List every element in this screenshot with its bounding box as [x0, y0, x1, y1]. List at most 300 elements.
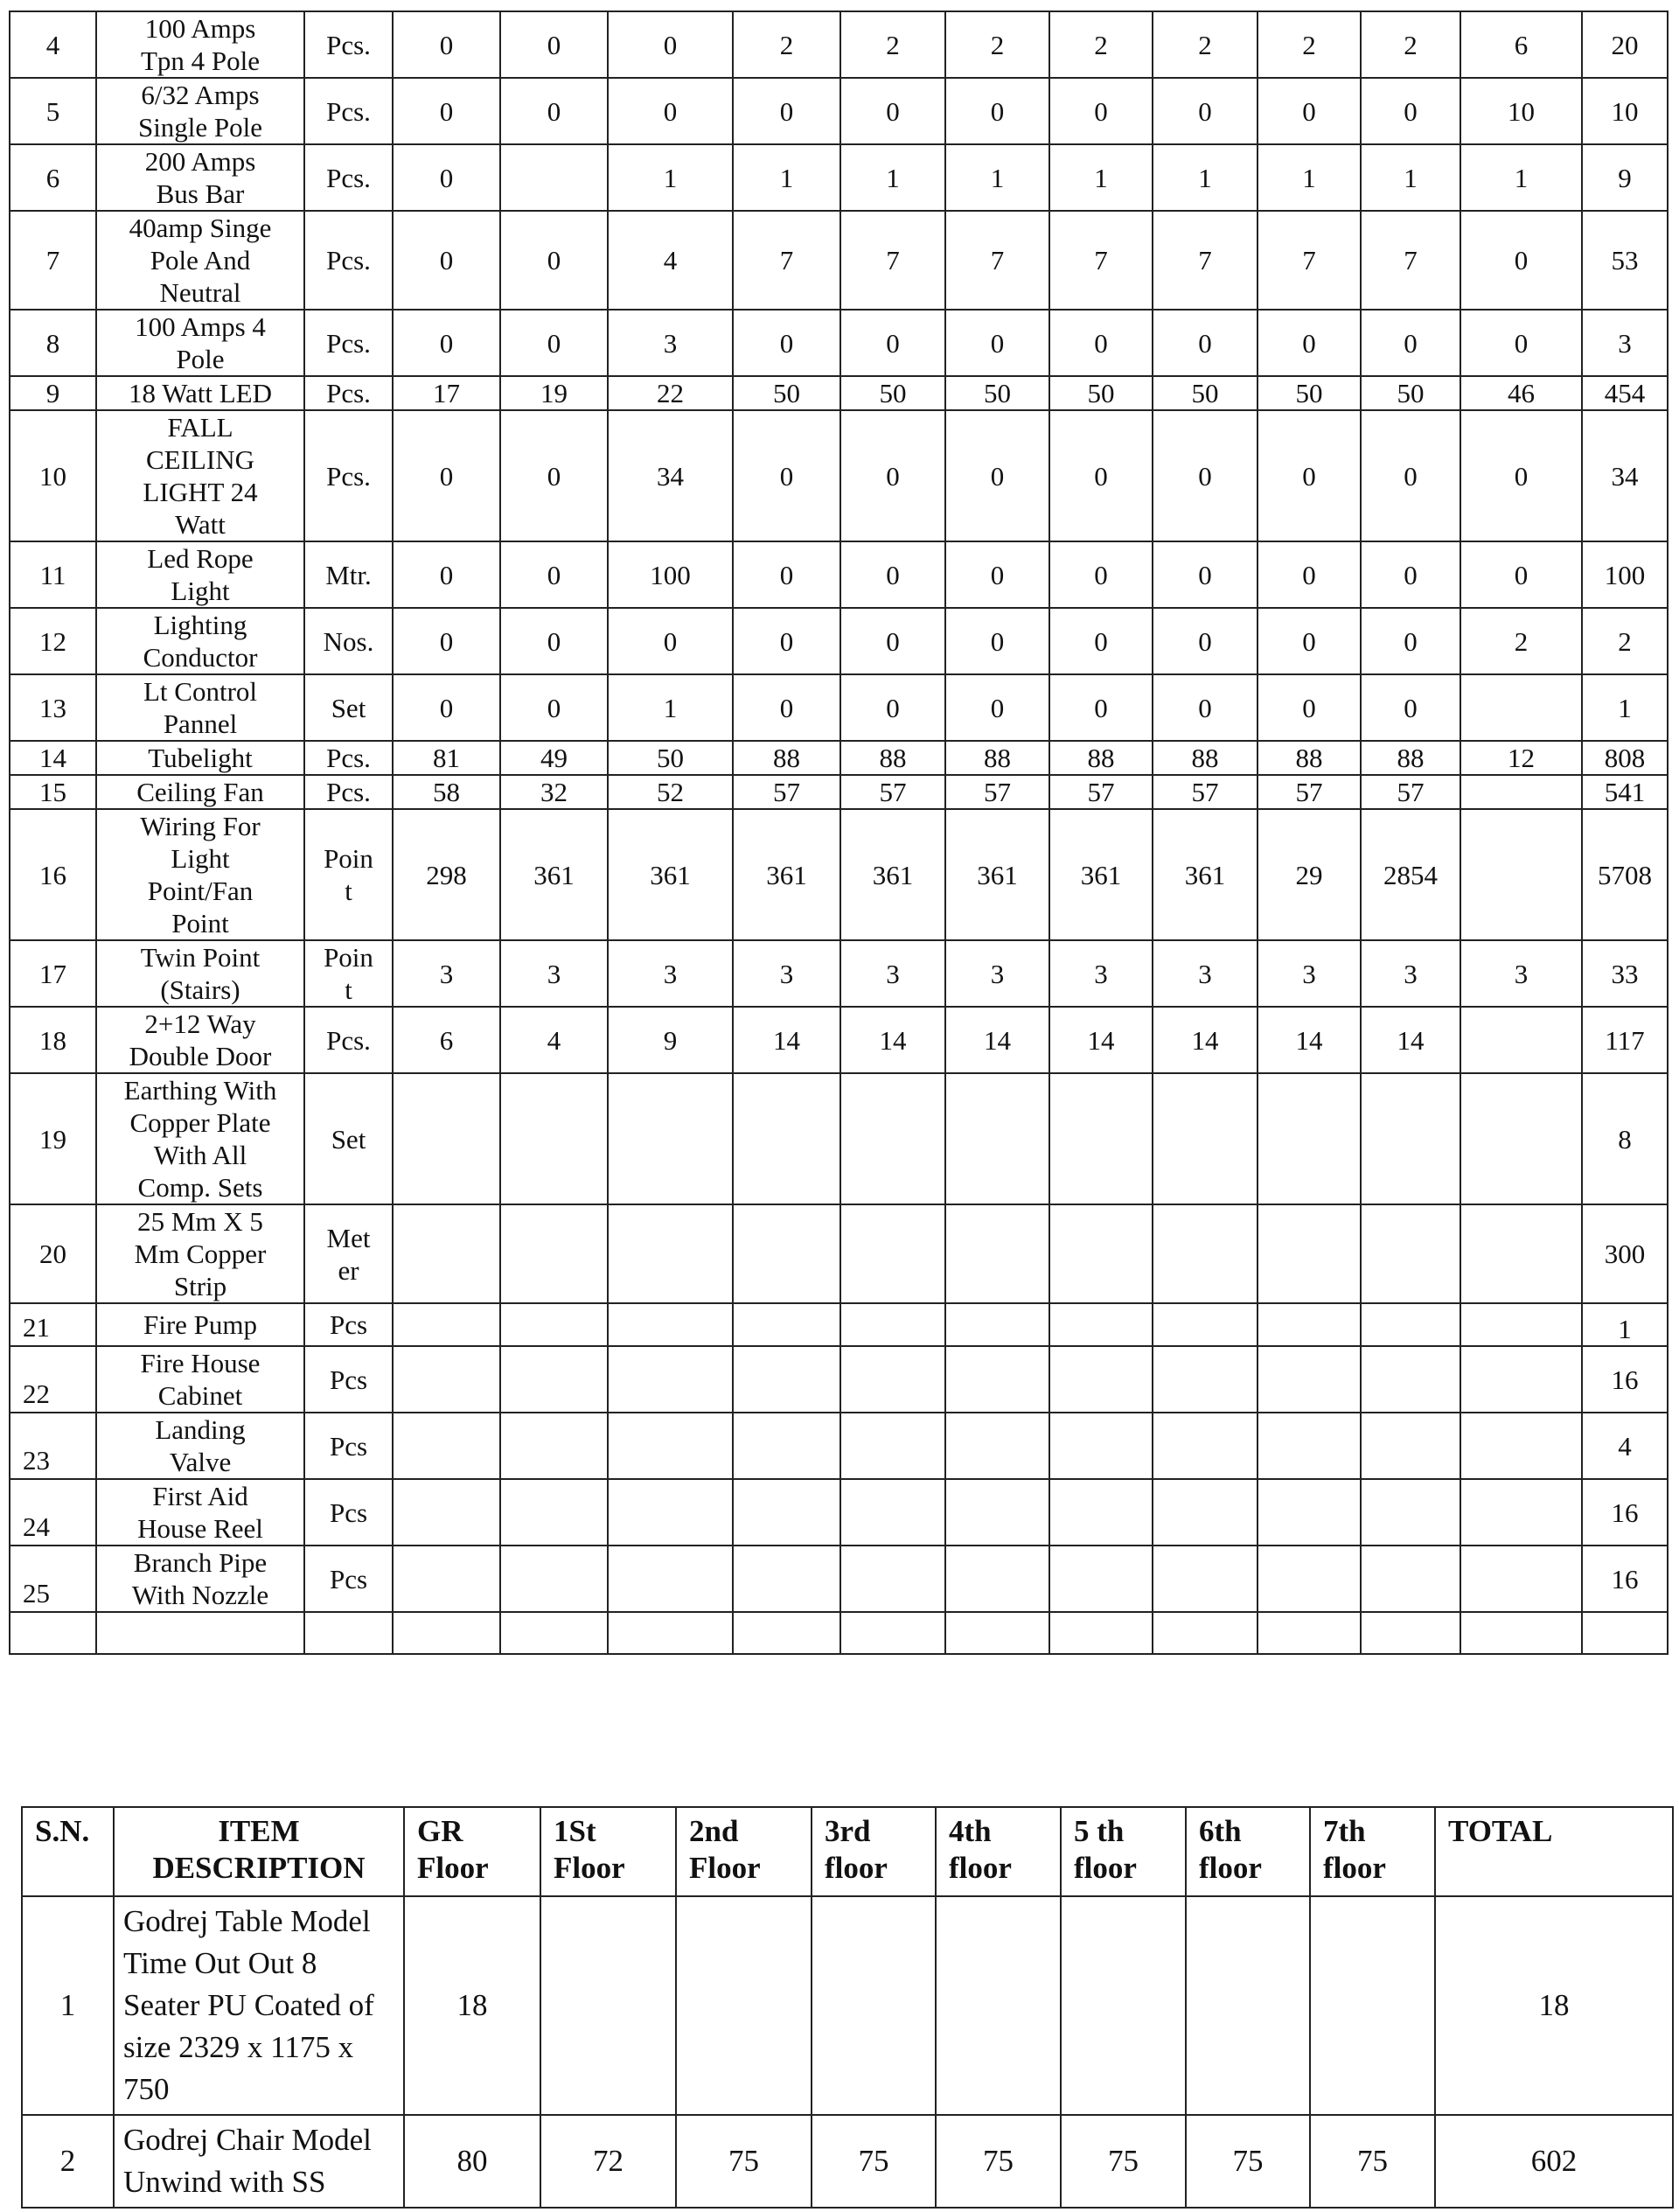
quantity-cell: 80: [404, 2115, 540, 2208]
quantity-cell: 57: [1361, 775, 1460, 809]
item-description-line: Fire House: [140, 1348, 261, 1378]
quantity-cell: [1361, 1303, 1460, 1346]
quantity-cell: 0: [393, 11, 500, 78]
column-header-line: DESCRIPTION: [152, 1851, 366, 1885]
quantity-cell: [840, 1479, 945, 1546]
unit-line: Pcs.: [326, 1024, 371, 1056]
item-description-cell: [96, 940, 304, 1007]
quantity-cell: [945, 1546, 1049, 1612]
quantity-cell: 3: [840, 940, 945, 1007]
quantity-cell: [500, 1612, 608, 1654]
unit-line: Pcs.: [326, 460, 371, 492]
quantity-cell: 3: [1049, 940, 1153, 1007]
quantity-cell: 75: [936, 2115, 1061, 2208]
quantity-cell: [1153, 1073, 1258, 1204]
quantity-cell: 1: [1460, 144, 1582, 211]
quantity-cell: 3: [608, 940, 733, 1007]
quantity-cell: [1460, 1007, 1582, 1073]
quantity-cell: [1049, 1204, 1153, 1303]
quantity-cell: [1049, 1612, 1153, 1654]
total-cell: 2: [1582, 608, 1668, 674]
item-description-line: With All: [153, 1140, 247, 1170]
quantity-cell: 361: [1153, 809, 1258, 940]
quantity-cell: [393, 1073, 500, 1204]
quantity-cell: [393, 1479, 500, 1546]
total-cell: 300: [1582, 1204, 1668, 1303]
item-description-line: Lt Control: [143, 676, 258, 707]
quantity-cell: 50: [945, 376, 1049, 410]
table-row: [10, 940, 1668, 1007]
quantity-cell: 0: [500, 310, 608, 376]
column-header-line: 4th: [949, 1814, 992, 1848]
quantity-cell: 0: [1153, 310, 1258, 376]
total-cell: 8: [1582, 1073, 1668, 1204]
quantity-cell: 3: [733, 940, 840, 1007]
quantity-cell: 0: [1153, 608, 1258, 674]
quantity-cell: 3: [1258, 940, 1361, 1007]
item-description-line: Branch Pipe: [133, 1547, 268, 1578]
quantity-cell: 50: [608, 741, 733, 775]
quantity-cell: 88: [733, 741, 840, 775]
item-description-line: Valve: [169, 1447, 232, 1477]
quantity-cell: [812, 1896, 936, 2115]
quantity-cell: [1258, 1546, 1361, 1612]
serial-number-cell: 19: [10, 1073, 96, 1204]
quantity-cell: 2: [1258, 11, 1361, 78]
quantity-cell: [608, 1204, 733, 1303]
quantity-cell: 0: [1361, 608, 1460, 674]
column-header-line: TOTAL: [1448, 1814, 1553, 1848]
item-description-cell: [96, 144, 304, 211]
quantity-cell: 75: [812, 2115, 936, 2208]
serial-number-cell: 21: [10, 1303, 96, 1346]
quantity-cell: 22: [608, 376, 733, 410]
quantity-cell: 19: [500, 376, 608, 410]
unit-cell: [304, 1303, 393, 1346]
item-description-cell: [96, 1346, 304, 1413]
quantity-cell: [840, 1303, 945, 1346]
quantity-cell: 29: [1258, 809, 1361, 940]
quantity-cell: [608, 1073, 733, 1204]
column-header-line: Floor: [554, 1851, 625, 1885]
quantity-cell: 14: [1153, 1007, 1258, 1073]
quantity-cell: 2: [1460, 608, 1582, 674]
quantity-cell: 58: [393, 775, 500, 809]
table-row: [10, 144, 1668, 211]
quantity-cell: [1460, 1204, 1582, 1303]
item-description-line: Light: [171, 843, 230, 874]
unit-line: Pcs.: [326, 95, 371, 127]
quantity-cell: [608, 1479, 733, 1546]
item-description-line: Pole And: [150, 245, 251, 276]
unit-line: Pcs: [329, 1364, 368, 1395]
quantity-cell: 50: [1361, 376, 1460, 410]
table-row: [10, 410, 1668, 541]
quantity-cell: [936, 1896, 1061, 2115]
total-cell: 16: [1582, 1346, 1668, 1413]
table-row: [10, 775, 1668, 809]
quantity-cell: 0: [733, 410, 840, 541]
item-description-line: Godrej Table Model: [123, 1904, 371, 1938]
item-description-line: Copper Plate: [129, 1107, 271, 1138]
quantity-cell: 0: [1460, 211, 1582, 310]
quantity-cell: [676, 1896, 812, 2115]
quantity-cell: 88: [1153, 741, 1258, 775]
quantity-cell: 0: [1258, 310, 1361, 376]
quantity-cell: [500, 1073, 608, 1204]
serial-number-cell: 4: [10, 11, 96, 78]
quantity-cell: 50: [1153, 376, 1258, 410]
quantity-cell: 0: [1258, 608, 1361, 674]
quantity-cell: 3: [1460, 940, 1582, 1007]
unit-line: t: [345, 876, 352, 906]
column-header-line: 6th: [1199, 1814, 1242, 1848]
total-cell: 20: [1582, 11, 1668, 78]
quantity-cell: [500, 1546, 608, 1612]
item-description-cell: [96, 1073, 304, 1204]
item-description-cell: [96, 1007, 304, 1073]
quantity-cell: [1049, 1303, 1153, 1346]
item-description-line: Fire Pump: [143, 1309, 258, 1340]
quantity-cell: 4: [500, 1007, 608, 1073]
quantity-cell: 7: [1258, 211, 1361, 310]
column-header-line: floor: [1074, 1851, 1137, 1885]
quantity-cell: 10: [1460, 78, 1582, 144]
quantity-cell: [608, 1303, 733, 1346]
total-cell: 3: [1582, 310, 1668, 376]
item-description-line: Seater PU Coated of: [123, 1988, 374, 2022]
item-description-line: Tubelight: [148, 743, 253, 773]
item-description-line: Light: [171, 576, 230, 606]
unit-line: Mtr.: [325, 559, 372, 590]
quantity-cell: [1361, 1612, 1460, 1654]
table-row: [10, 1546, 1668, 1612]
item-description-line: Godrej Chair Model: [123, 2123, 372, 2157]
quantity-cell: [1258, 1303, 1361, 1346]
quantity-cell: [1258, 1204, 1361, 1303]
quantity-cell: 52: [608, 775, 733, 809]
item-description-cell: [96, 1413, 304, 1479]
quantity-cell: 14: [1049, 1007, 1153, 1073]
quantity-cell: [840, 1546, 945, 1612]
quantity-cell: [1460, 809, 1582, 940]
quantity-cell: [1258, 1073, 1361, 1204]
quantity-cell: 57: [733, 775, 840, 809]
quantity-cell: 50: [733, 376, 840, 410]
item-description-line: Comp. Sets: [137, 1172, 263, 1203]
column-header-line: ITEM: [218, 1814, 300, 1848]
unit-line: Pcs: [329, 1497, 368, 1528]
quantity-cell: 1: [1049, 144, 1153, 211]
unit-cell: [304, 144, 393, 211]
quantity-cell: 3: [1361, 940, 1460, 1007]
table-row: [10, 376, 1668, 410]
quantity-cell: 14: [945, 1007, 1049, 1073]
quantity-cell: 0: [393, 674, 500, 741]
unit-cell: [304, 1073, 393, 1204]
quantity-cell: [608, 1546, 733, 1612]
unit-line: Pcs.: [326, 327, 371, 359]
quantity-cell: [840, 1346, 945, 1413]
quantity-cell: 0: [393, 78, 500, 144]
quantity-cell: [840, 1204, 945, 1303]
unit-cell: [304, 376, 393, 410]
unit-cell: [304, 410, 393, 541]
item-description-line: 25 Mm X 5: [137, 1206, 263, 1237]
quantity-cell: 0: [945, 608, 1049, 674]
header-row: [22, 1807, 1673, 1896]
table-row: [22, 2115, 1673, 2208]
item-description-cell: [96, 1204, 304, 1303]
quantity-cell: 0: [840, 78, 945, 144]
quantity-cell: 0: [1361, 541, 1460, 608]
quantity-cell: [1258, 1413, 1361, 1479]
quantity-cell: 88: [1361, 741, 1460, 775]
column-header-line: 2nd: [689, 1814, 739, 1848]
quantity-cell: [1049, 1346, 1153, 1413]
quantity-cell: 0: [1153, 674, 1258, 741]
quantity-cell: 0: [1258, 541, 1361, 608]
quantity-cell: 361: [840, 809, 945, 940]
item-description-cell: [96, 775, 304, 809]
quantity-cell: 100: [608, 541, 733, 608]
quantity-cell: 0: [733, 608, 840, 674]
column-header-line: floor: [949, 1851, 1012, 1885]
item-description-cell: [96, 674, 304, 741]
quantity-cell: 0: [1049, 541, 1153, 608]
unit-line: er: [338, 1254, 359, 1286]
quantity-cell: 0: [1361, 674, 1460, 741]
item-description-line: (Stairs): [160, 974, 240, 1005]
total-cell: [1582, 1612, 1668, 1654]
item-description-line: Strip: [173, 1271, 227, 1301]
quantity-cell: 2854: [1361, 809, 1460, 940]
total-cell: 5708: [1582, 809, 1668, 940]
item-description-line: Single Pole: [137, 112, 263, 143]
quantity-cell: [1460, 674, 1582, 741]
quantity-cell: 57: [1153, 775, 1258, 809]
quantity-cell: [1153, 1346, 1258, 1413]
quantity-cell: 0: [840, 608, 945, 674]
quantity-cell: [945, 1346, 1049, 1413]
quantity-cell: [1153, 1303, 1258, 1346]
total-cell: 454: [1582, 376, 1668, 410]
item-description-line: Earthing With: [123, 1075, 277, 1106]
quantity-cell: [1258, 1346, 1361, 1413]
quantity-cell: [1186, 1896, 1310, 2115]
quantity-cell: 1: [1361, 144, 1460, 211]
quantity-cell: 88: [1049, 741, 1153, 775]
item-description-line: Pannel: [163, 708, 238, 739]
serial-number-cell: 24: [10, 1479, 96, 1546]
item-description-line: Tpn 4 Pole: [140, 45, 261, 76]
item-description-cell: [96, 211, 304, 310]
table-row: [22, 1896, 1673, 2115]
item-description-cell: [114, 1896, 404, 2115]
quantity-cell: [733, 1546, 840, 1612]
column-header-line: 7th: [1323, 1814, 1366, 1848]
quantity-cell: [1153, 1479, 1258, 1546]
unit-cell: [304, 741, 393, 775]
item-description-line: With Nozzle: [131, 1580, 269, 1610]
quantity-cell: [393, 1346, 500, 1413]
table-row: [10, 78, 1668, 144]
quantity-cell: 12: [1460, 741, 1582, 775]
quantity-cell: [1361, 1413, 1460, 1479]
quantity-cell: 57: [1258, 775, 1361, 809]
quantity-cell: 32: [500, 775, 608, 809]
quantity-cell: [1460, 1612, 1582, 1654]
quantity-cell: 14: [1361, 1007, 1460, 1073]
unit-cell: [304, 310, 393, 376]
quantity-cell: 0: [1258, 410, 1361, 541]
quantity-cell: [500, 1479, 608, 1546]
total-cell: 4: [1582, 1413, 1668, 1479]
quantity-cell: 17: [393, 376, 500, 410]
quantity-cell: 0: [500, 211, 608, 310]
total-cell: 18: [1435, 1896, 1673, 2115]
unit-line: Pcs.: [326, 162, 371, 193]
column-header-line: floor: [825, 1851, 888, 1885]
item-description-line: 6/32 Amps: [141, 80, 260, 110]
quantity-cell: 6: [1460, 11, 1582, 78]
column-header: [1061, 1807, 1186, 1896]
item-description-line: 750: [123, 2072, 170, 2106]
quantity-cell: 1: [608, 674, 733, 741]
table-row: [10, 608, 1668, 674]
item-description-line: 18 Watt LED: [129, 378, 272, 408]
quantity-cell: 0: [1361, 310, 1460, 376]
item-description-line: Watt: [175, 509, 226, 540]
total-cell: 541: [1582, 775, 1668, 809]
item-description-cell: [96, 1479, 304, 1546]
quantity-cell: 0: [393, 211, 500, 310]
item-description-line: Landing: [155, 1414, 246, 1445]
item-description-line: 100 Amps: [144, 13, 256, 44]
quantity-cell: [1258, 1479, 1361, 1546]
quantity-cell: 0: [1049, 410, 1153, 541]
item-description-cell: [96, 1546, 304, 1612]
quantity-cell: [1258, 1612, 1361, 1654]
electrical-items-table: [9, 10, 1669, 1655]
quantity-cell: 72: [540, 2115, 676, 2208]
quantity-cell: [1310, 1896, 1435, 2115]
item-description-line: Bus Bar: [156, 178, 245, 209]
quantity-cell: [1153, 1413, 1258, 1479]
quantity-cell: 14: [840, 1007, 945, 1073]
item-description-line: size 2329 x 1175 x: [123, 2030, 354, 2064]
quantity-cell: 3: [393, 940, 500, 1007]
unit-cell: [304, 78, 393, 144]
quantity-cell: 0: [945, 78, 1049, 144]
quantity-cell: 0: [1460, 541, 1582, 608]
item-description-cell: [96, 1303, 304, 1346]
quantity-cell: 0: [1258, 674, 1361, 741]
quantity-cell: [1460, 1413, 1582, 1479]
quantity-cell: 46: [1460, 376, 1582, 410]
quantity-cell: 0: [500, 674, 608, 741]
column-header: [812, 1807, 936, 1896]
unit-cell: [304, 775, 393, 809]
quantity-cell: [393, 1612, 500, 1654]
serial-number-cell: 14: [10, 741, 96, 775]
quantity-cell: [945, 1303, 1049, 1346]
unit-cell: [304, 1479, 393, 1546]
quantity-cell: 2: [1049, 11, 1153, 78]
serial-number-cell: 8: [10, 310, 96, 376]
serial-number-cell: 22: [10, 1346, 96, 1413]
quantity-cell: 2: [945, 11, 1049, 78]
quantity-cell: [1460, 775, 1582, 809]
quantity-cell: 0: [500, 78, 608, 144]
quantity-cell: 7: [945, 211, 1049, 310]
quantity-cell: 0: [945, 674, 1049, 741]
item-description-cell: [96, 78, 304, 144]
quantity-cell: [1361, 1073, 1460, 1204]
quantity-cell: [1460, 1346, 1582, 1413]
quantity-cell: [393, 1413, 500, 1479]
column-header: [114, 1807, 404, 1896]
item-description-cell: [96, 410, 304, 541]
item-description-cell: [96, 11, 304, 78]
quantity-cell: 361: [945, 809, 1049, 940]
item-description-line: Neutral: [159, 277, 241, 308]
item-description-line: Conductor: [143, 642, 258, 673]
unit-line: t: [345, 974, 352, 1005]
quantity-cell: 75: [1310, 2115, 1435, 2208]
quantity-cell: 2: [1153, 11, 1258, 78]
quantity-cell: 18: [404, 1896, 540, 2115]
table-row: [10, 310, 1668, 376]
quantity-cell: 3: [1153, 940, 1258, 1007]
quantity-cell: [945, 1204, 1049, 1303]
total-cell: 9: [1582, 144, 1668, 211]
quantity-cell: 7: [733, 211, 840, 310]
serial-number-cell: 11: [10, 541, 96, 608]
quantity-cell: 0: [393, 608, 500, 674]
item-description-line: Pole: [176, 344, 225, 374]
unit-line: Pcs.: [326, 743, 371, 773]
quantity-cell: [500, 1303, 608, 1346]
column-header: [540, 1807, 676, 1896]
quantity-cell: 0: [393, 410, 500, 541]
quantity-cell: 1: [945, 144, 1049, 211]
quantity-cell: 0: [1460, 310, 1582, 376]
total-cell: 10: [1582, 78, 1668, 144]
table-row: [10, 674, 1668, 741]
quantity-cell: 361: [500, 809, 608, 940]
quantity-cell: [733, 1346, 840, 1413]
unit-cell: [304, 11, 393, 78]
column-header: [22, 1807, 114, 1896]
quantity-cell: [1460, 1479, 1582, 1546]
unit-cell: [304, 1204, 393, 1303]
item-description-line: Point: [171, 908, 229, 939]
total-cell: 100: [1582, 541, 1668, 608]
quantity-cell: [733, 1204, 840, 1303]
quantity-cell: [1049, 1413, 1153, 1479]
quantity-cell: [733, 1479, 840, 1546]
quantity-cell: 0: [733, 310, 840, 376]
quantity-cell: 0: [1153, 410, 1258, 541]
quantity-cell: 0: [500, 541, 608, 608]
quantity-cell: 0: [1049, 674, 1153, 741]
serial-number-cell: 10: [10, 410, 96, 541]
furniture-items-table: [21, 1806, 1674, 2209]
item-description-line: Ceiling Fan: [136, 777, 264, 807]
total-cell: 602: [1435, 2115, 1673, 2208]
unit-line: Poin: [324, 843, 373, 874]
